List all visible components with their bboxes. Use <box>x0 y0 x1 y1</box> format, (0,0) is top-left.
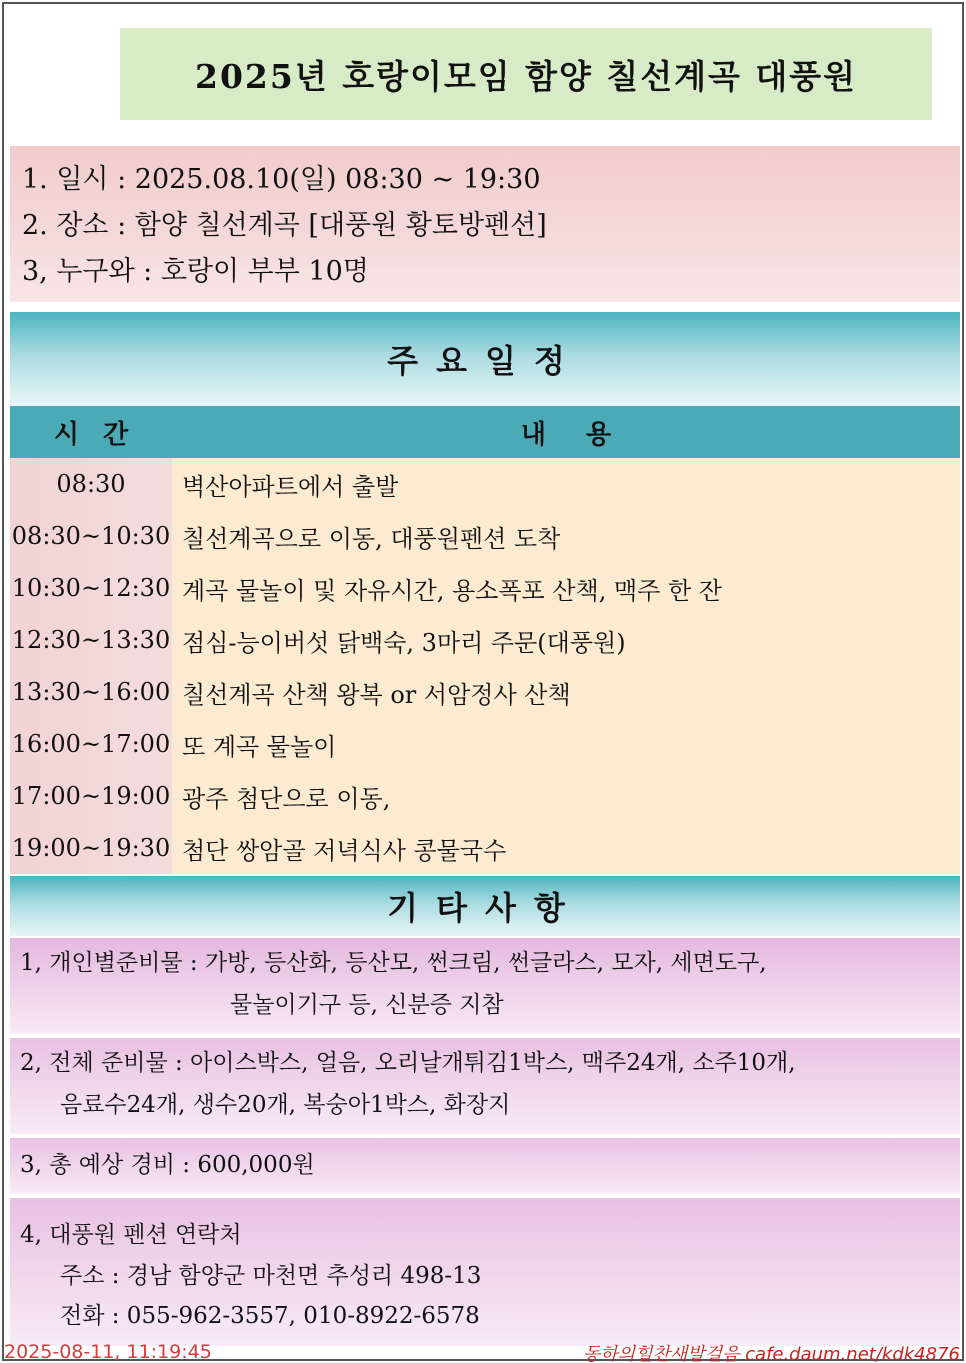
etc-personal-items <box>10 938 960 1034</box>
etc-section-title: 기타사항 <box>387 889 583 927</box>
content-cell: 광주 첨단으로 이동, <box>182 784 391 813</box>
time-cell: 10:30~12:30 <box>11 574 171 602</box>
schedule-table-header <box>10 406 960 458</box>
etc-section-header <box>10 876 960 936</box>
etc-item3: 3, 총 예상 경비 : 600,000원 <box>20 1152 315 1178</box>
schedule-section-title: 주요일정 <box>387 342 583 380</box>
etc-budget <box>10 1138 960 1194</box>
time-cell: 17:00~19:00 <box>11 782 171 810</box>
watermark: 동하의힐찬새발걸음 cafe.daum.net/kdk4876 <box>582 1344 960 1363</box>
etc-item2-line1: 2, 전체 준비물 : 아이스박스, 얼음, 오리날개튀김1박스, 맥주24개, 소주10개, <box>20 1050 796 1076</box>
info-people: 3, 누구와 : 호랑이 부부 10명 <box>22 256 369 287</box>
content-cell: 첨단 쌍암골 저녁식사 콩물국수 <box>182 836 507 865</box>
content-cell: 계곡 물놀이 및 자유시간, 용소폭포 산책, 맥주 한 잔 <box>182 576 722 605</box>
content-cell: 칠선계곡으로 이동, 대풍원펜션 도착 <box>182 524 561 553</box>
etc-item1-line2: 물놀이기구 등, 신분증 지참 <box>230 992 504 1018</box>
title-banner <box>120 28 932 120</box>
etc-contact <box>10 1198 960 1346</box>
etc-item1-line1: 1, 개인별준비물 : 가방, 등산화, 등산모, 썬크림, 썬글라스, 모자, 세면도구, <box>20 950 767 976</box>
time-column <box>10 458 172 874</box>
schedule-section-header <box>10 312 960 406</box>
time-cell: 08:30~10:30 <box>11 522 171 550</box>
etc-group-items <box>10 1038 960 1134</box>
etc-item4-title: 4, 대풍원 펜션 연락처 <box>20 1222 242 1248</box>
time-cell: 12:30~13:30 <box>11 626 171 654</box>
content-cell: 또 계곡 물놀이 <box>182 732 337 761</box>
contact-address: 주소 : 경남 함양군 마천면 추성리 498-13 <box>60 1263 482 1289</box>
info-date: 1. 일시 : 2025.08.10(일) 08:30 ~ 19:30 <box>22 164 541 195</box>
content-cell: 벽산아파트에서 출발 <box>182 472 399 501</box>
header-time: 시간 <box>53 419 153 450</box>
content-cell: 칠선계곡 산책 왕복 or 서암정사 산책 <box>182 680 571 709</box>
content-column <box>172 458 960 874</box>
contact-phone: 전화 : 055-962-3557, 010-8922-6578 <box>60 1303 480 1329</box>
info-box <box>10 146 960 302</box>
etc-item2-line2: 음료수24개, 생수20개, 복숭아1박스, 화장지 <box>60 1092 511 1118</box>
page-title: 2025년 호랑이모임 함양 칠선계곡 대풍원 <box>195 56 857 96</box>
content-cell: 점심-능이버섯 닭백숙, 3마리 주문(대풍원) <box>182 628 626 657</box>
timestamp: 2025-08-11, 11:19:45 <box>4 1341 212 1363</box>
info-place: 2. 장소 : 함양 칠선계곡 [대풍원 황토방펜션] <box>22 210 547 241</box>
time-cell: 16:00~17:00 <box>11 730 171 758</box>
time-cell: 13:30~16:00 <box>11 678 171 706</box>
header-content: 내용 <box>520 419 652 450</box>
time-cell: 19:00~19:30 <box>11 834 171 862</box>
schedule-table <box>10 458 960 874</box>
time-cell: 08:30 <box>56 470 126 498</box>
